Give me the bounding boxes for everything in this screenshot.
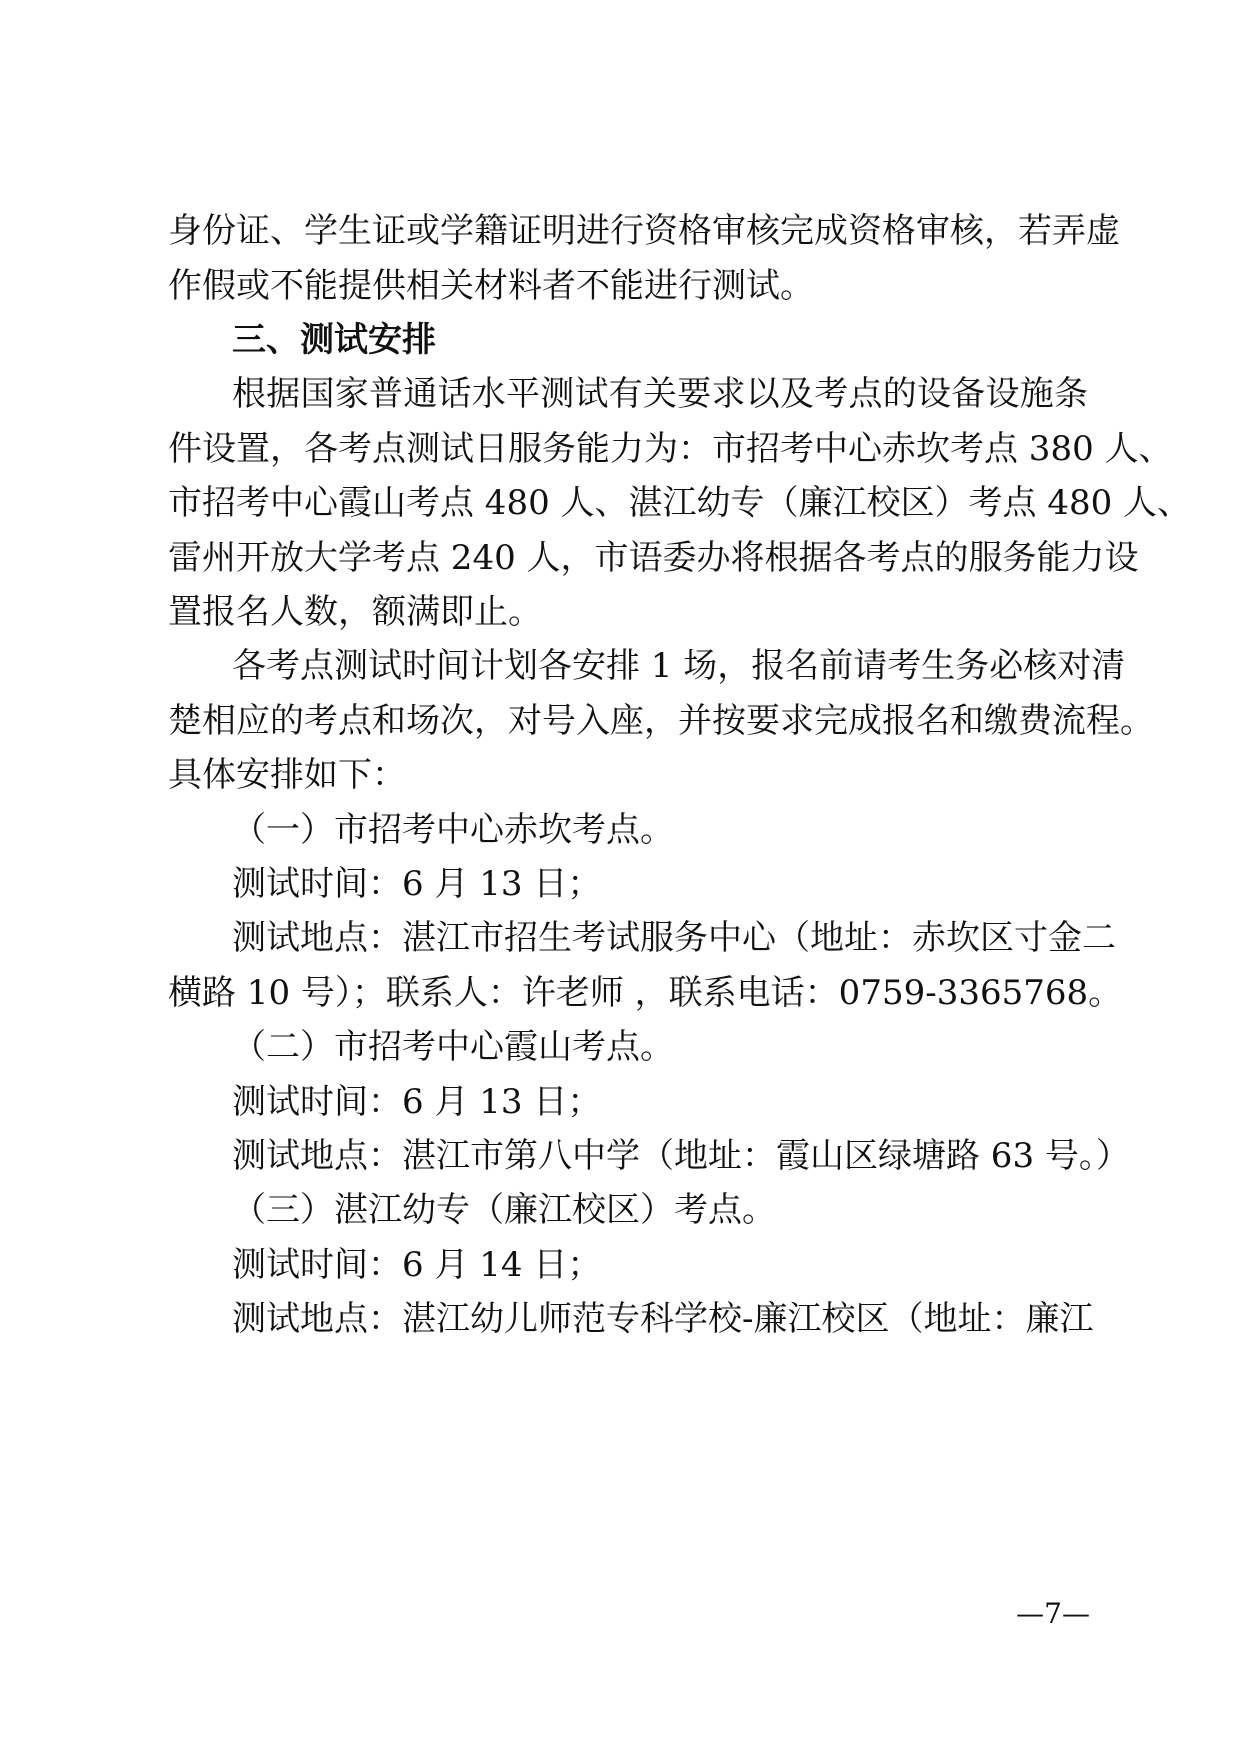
body-text-line: 市招考中心霞山考点 480 人、湛江幼专（廉江校区）考点 480 人、	[168, 483, 1192, 523]
page-number: —7—	[1016, 1597, 1090, 1630]
body-text-line: 具体安排如下：	[168, 755, 406, 795]
body-text-line: 雷州开放大学考点 240 人，市语委办将根据各考点的服务能力设	[168, 538, 1139, 578]
subsection-heading: （三）湛江幼专（廉江校区）考点。	[232, 1190, 776, 1230]
subsection-heading: （二）市招考中心霞山考点。	[232, 1027, 674, 1067]
body-text-line: 根据国家普通话水平测试有关要求以及考点的设备设施条	[232, 374, 1088, 414]
subsection-heading: （一）市招考中心赤坎考点。	[232, 810, 674, 850]
contact-line: 横路 10 号）；联系人：许老师 ，联系电话：0759-3365768。	[168, 973, 1123, 1013]
test-time-line: 测试时间：6 月 13 日；	[232, 1082, 602, 1122]
body-text-line: 作假或不能提供相关材料者不能进行测试。	[168, 266, 814, 306]
body-text-line: 楚相应的考点和场次，对号入座，并按要求完成报名和缴费流程。	[168, 701, 1154, 741]
test-time-line: 测试时间：6 月 13 日；	[232, 864, 602, 904]
test-location-line: 测试地点：湛江市第八中学（地址：霞山区绿塘路 63 号。）	[232, 1136, 1130, 1176]
body-text-line: 置报名人数，额满即止。	[168, 592, 542, 632]
section-heading: 三、测试安排	[232, 320, 436, 360]
test-location-line: 测试地点：湛江幼儿师范专科学校-廉江校区（地址：廉江	[232, 1299, 1094, 1339]
body-text-line: 各考点测试时间计划各安排 1 场，报名前请考生务必核对清	[232, 646, 1126, 686]
body-text-line: 件设置，各考点测试日服务能力为：市招考中心赤坎考点 380 人、	[168, 429, 1173, 469]
test-time-line: 测试时间：6 月 14 日；	[232, 1245, 602, 1285]
body-text-line: 身份证、学生证或学籍证明进行资格审核完成资格审核，若弄虚	[168, 211, 1120, 251]
test-location-line: 测试地点：湛江市招生考试服务中心（地址：赤坎区寸金二	[232, 918, 1116, 958]
